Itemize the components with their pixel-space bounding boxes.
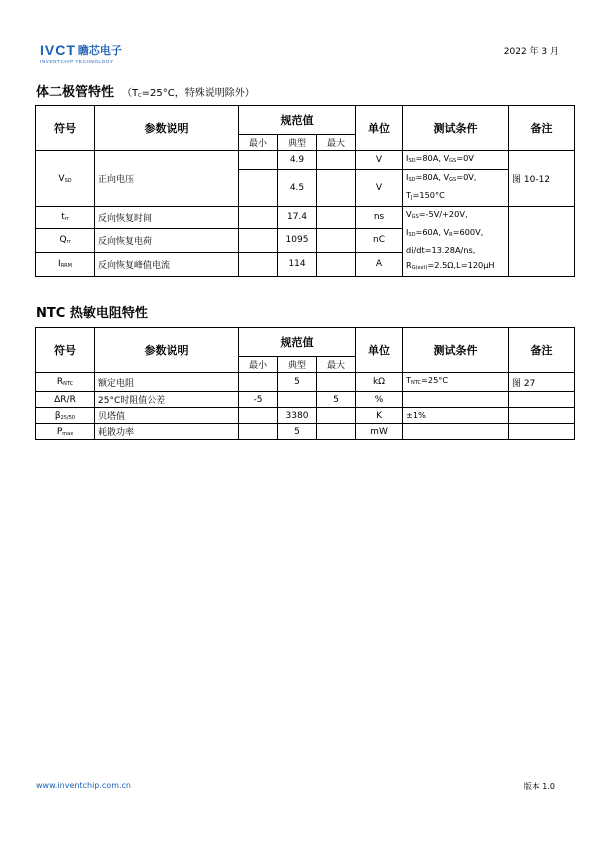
min-cell (239, 373, 278, 392)
table-row (36, 424, 575, 440)
diode-section-title (36, 81, 255, 100)
table-row (36, 207, 575, 229)
min-cell (239, 170, 278, 207)
max-cell (317, 424, 356, 440)
unit-cell: K (356, 408, 403, 424)
param-cell: 反向恢复时间 (95, 207, 239, 229)
logo-text: IVCT (40, 42, 76, 58)
header-remark: 备注 (509, 106, 575, 151)
remark-cell (509, 408, 575, 424)
typ-cell: 5 (278, 424, 317, 440)
min-cell (239, 207, 278, 229)
typ-cell: 4.5 (278, 170, 317, 207)
header-spec: 规范值 (239, 106, 356, 135)
param-cell: 耗散功率 (95, 424, 239, 440)
remark-cell (509, 207, 575, 277)
header-cond: 测试条件 (403, 106, 509, 151)
diode-title-text: 体二极管特性 (36, 85, 115, 100)
min-cell: -5 (239, 392, 278, 408)
symbol-cell: $P_{max}$ (36, 424, 95, 440)
header-cond: 测试条件 (403, 328, 509, 373)
min-cell (239, 424, 278, 440)
header-symbol: 符号 (36, 328, 95, 373)
typ-cell: 5 (278, 373, 317, 392)
max-cell (317, 228, 356, 252)
symbol-cell: $R_{NTC}$ (36, 373, 95, 392)
remark-cell: 图 10-12 (509, 151, 575, 207)
header-symbol: 符号 (36, 106, 95, 151)
symbol-cell: $I_{RRM}$ (36, 252, 95, 276)
param-cell: 额定电阻 (95, 373, 239, 392)
logo-chinese-text: 瞻芯电子 (77, 44, 122, 57)
unit-cell: kΩ (356, 373, 403, 392)
logo-subtitle: INVENTCHIP TECHNOLOGY (40, 59, 114, 64)
header-spec: 规范值 (239, 328, 356, 357)
param-cell: 反向恢复电荷 (95, 228, 239, 252)
unit-cell: ns (356, 207, 403, 229)
document-date: 2022 年 3 月 (503, 47, 559, 57)
param-cell: 反向恢复峰值电流 (95, 252, 239, 276)
max-cell (317, 151, 356, 170)
table-row (36, 392, 575, 408)
remark-cell (509, 392, 575, 408)
header-min: 最小 (239, 135, 278, 151)
min-cell (239, 252, 278, 276)
cond-cell: $I_{SD}=80A$, $V_{GS}=0V$ (403, 151, 509, 170)
header-remark: 备注 (509, 328, 575, 373)
header-min: 最小 (239, 357, 278, 373)
unit-cell: % (356, 392, 403, 408)
max-cell (317, 207, 356, 229)
version-label: 版本 1.0 (523, 782, 555, 791)
max-cell (317, 373, 356, 392)
typ-cell: 17.4 (278, 207, 317, 229)
max-cell: 5 (317, 392, 356, 408)
typ-cell: 3380 (278, 408, 317, 424)
cond-group-cell: $V_{GS}=-5V/+20V$, $I_{SD}=60A$, $V_R=600V$, di/dt=13.28A/ns, $R_{G(ext)}=2.5\Omega,L=120\mu H$ (403, 207, 509, 277)
param-cell: 25°C时阻值公差 (95, 392, 239, 408)
header-typ: 典型 (278, 135, 317, 151)
table-row (36, 151, 575, 170)
header-unit: 单位 (356, 328, 403, 373)
typ-cell: 4.9 (278, 151, 317, 170)
symbol-cell: $V_{SD}$ (36, 151, 95, 207)
diode-characteristics-table (35, 105, 575, 277)
typ-cell (278, 392, 317, 408)
min-cell (239, 228, 278, 252)
max-cell (317, 252, 356, 276)
unit-cell: A (356, 252, 403, 276)
website-link[interactable]: www.inventchip.com.cn (36, 781, 132, 790)
ntc-section-title: NTC 热敏电阻特性 (36, 306, 148, 321)
max-cell (317, 408, 356, 424)
unit-cell: V (356, 151, 403, 170)
header-typ: 典型 (278, 357, 317, 373)
cond-cell: $I_{SD}=80A$, $V_{GS}=0V$, $T_J=150^\circ C$ (403, 170, 509, 207)
header-param: 参数说明 (95, 328, 239, 373)
typ-cell: 1095 (278, 228, 317, 252)
symbol-cell: $Q_{rr}$ (36, 228, 95, 252)
min-cell (239, 151, 278, 170)
table-row (36, 373, 575, 392)
header-max: 最大 (317, 135, 356, 151)
diode-title-note: （$T_C=25^\circ C$，特殊说明除外） (122, 88, 255, 99)
header-max: 最大 (317, 357, 356, 373)
symbol-cell: ΔR/R (36, 392, 95, 408)
cond-cell (403, 424, 509, 440)
min-cell (239, 408, 278, 424)
table-row (36, 408, 575, 424)
cond-cell: $T_{NTC}=25^\circ C$ (403, 373, 509, 392)
remark-cell (509, 424, 575, 440)
header-param: 参数说明 (95, 106, 239, 151)
symbol-cell: $\beta_{25/50}$ (36, 408, 95, 424)
cond-cell: ±1% (403, 408, 509, 424)
param-cell: 正向电压 (95, 151, 239, 207)
header-unit: 单位 (356, 106, 403, 151)
typ-cell: 114 (278, 252, 317, 276)
cond-cell (403, 392, 509, 408)
param-cell: 贝塔值 (95, 408, 239, 424)
unit-cell: V (356, 170, 403, 207)
max-cell (317, 170, 356, 207)
symbol-cell: $t_{rr}$ (36, 207, 95, 229)
unit-cell: nC (356, 228, 403, 252)
unit-cell: mW (356, 424, 403, 440)
company-logo (40, 42, 122, 64)
remark-cell: 图 27 (509, 373, 575, 392)
ntc-characteristics-table (35, 327, 575, 440)
